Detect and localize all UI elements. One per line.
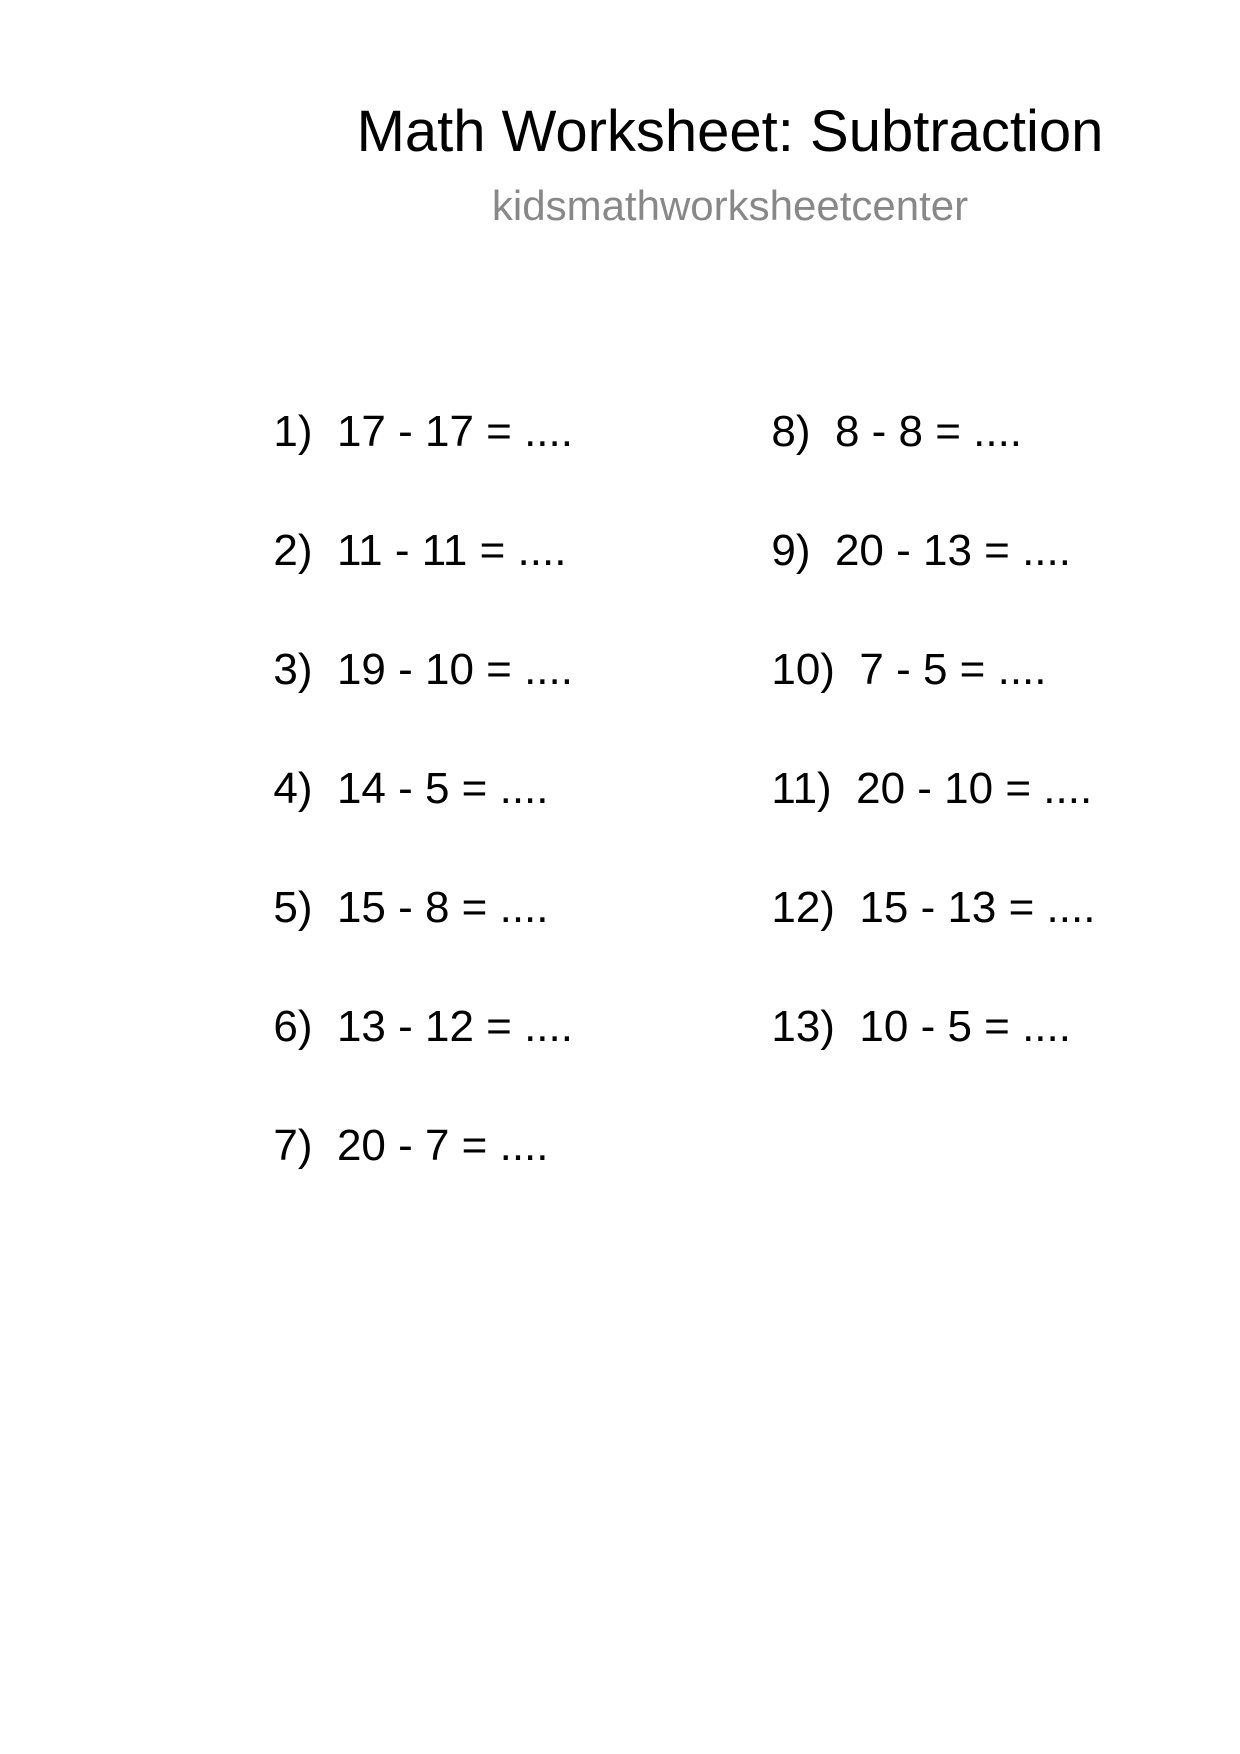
problem-expression: 13 - 12 = .... bbox=[336, 1002, 573, 1051]
problem-expression: 20 - 13 = .... bbox=[834, 526, 1071, 575]
problem-number: 8) bbox=[771, 407, 811, 456]
problem-expression: 8 - 8 = .... bbox=[834, 407, 1023, 456]
problem-number: 1) bbox=[273, 407, 313, 456]
problem-number: 7) bbox=[273, 1121, 313, 1170]
problem-expression: 11 - 11 = .... bbox=[336, 526, 567, 575]
problem-expression: 17 - 17 = .... bbox=[336, 407, 573, 456]
problem-expression: 20 - 7 = .... bbox=[336, 1121, 549, 1170]
problem-number: 11) bbox=[771, 764, 832, 813]
problem-expression: 14 - 5 = .... bbox=[336, 764, 549, 813]
worksheet-title: Math Worksheet: Subtraction bbox=[356, 99, 1104, 164]
problem-number: 10) bbox=[771, 645, 835, 694]
problem-expression: 15 - 8 = .... bbox=[336, 883, 549, 932]
problem-number: 4) bbox=[273, 764, 313, 813]
problem-number: 6) bbox=[273, 1002, 313, 1051]
problem-number: 12) bbox=[771, 883, 835, 932]
problem-expression: 20 - 10 = .... bbox=[856, 764, 1093, 813]
problem-item bbox=[200, 1062, 549, 1230]
worksheet-source: kidsmathworksheetcenter bbox=[491, 182, 969, 229]
problem-expression: 15 - 13 = .... bbox=[859, 883, 1096, 932]
problem-expression: 10 - 5 = .... bbox=[859, 1002, 1071, 1051]
problem-number: 9) bbox=[771, 526, 811, 575]
problem-number: 5) bbox=[273, 883, 313, 932]
problem-number: 3) bbox=[273, 645, 313, 694]
problem-number: 13) bbox=[771, 1002, 835, 1051]
problem-expression: 7 - 5 = .... bbox=[859, 645, 1047, 694]
problem-number: 2) bbox=[273, 526, 313, 575]
problem-item bbox=[698, 943, 1071, 1111]
problem-expression: 19 - 10 = .... bbox=[336, 645, 573, 694]
